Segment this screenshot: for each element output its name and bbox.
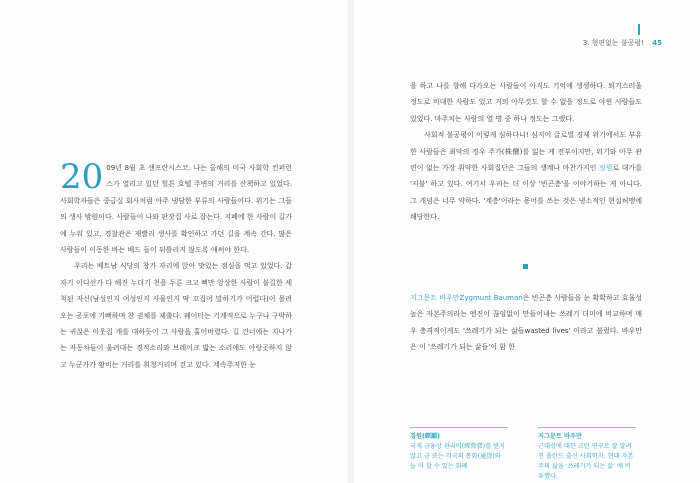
book-gutter xyxy=(348,0,354,483)
glossary-term: 지그문트 바우만Zygmunt Bauman xyxy=(410,294,523,302)
glossary-entry xyxy=(410,432,506,472)
paragraph xyxy=(410,290,642,356)
paragraph xyxy=(410,127,642,225)
paragraph-text: 사회적 불공평이 이렇게 심하다니! 심지어 글로벌 경제 위기에서도 부유한 사람들은 최악의 경우 주가(株價)를 잃는 게 전부이지만, 위기와 아무 관련이 없는 가장 취약한 사회집단은 그들의 생계나 마찬가지인 xyxy=(410,131,642,173)
running-header xyxy=(583,38,662,48)
left-page-body xyxy=(60,157,292,373)
drop-cap: 20 xyxy=(60,157,104,197)
paragraph-text: 09년 8월 초 샌프란시스코. 나는 올해의 미국 사회학 컨퍼런스가 열리고 있던 힐튼 호텔 주변의 거리를 산책하고 있었다. 사회학자들은 중급실 회사처럼 아주 냉담한 부류의 사람들이다. 위기는 그들의 생사 밖원이다. 사람들이 나와 판잣집 사로 잡는다. 지폐에 한 사람이 길가에 누워 있고, 경찰관은 재빨리 생사를 확인하고 가던 길을 계속 간다. 많은 사람들이 이동한 바는 베드 들이 뒤틀리지 않도록 애써야 한다. xyxy=(60,164,292,255)
glossary-text: 국제 금융상 관리비(經營費)를 받지 않고 금 또는 각국의 통화(通貨)와 늘 마 할 수 있는 화폐 xyxy=(410,443,506,470)
paragraph-text: 로 대가를 '지불' 하고 있다. 여기서 우리는 더 이상 '빈곤층'을 이야기하는 게 아니다. 그 개념은 너무 약하다. '계층'이라는 용어를 쓰는 것은 냉소적인 현실허맹에 해당한다. xyxy=(410,164,642,222)
glossary-rule xyxy=(538,427,636,428)
right-page-body-2 xyxy=(410,290,642,356)
chapter-title: 3. 형편없는 불공평! xyxy=(582,39,645,47)
glossary-rule xyxy=(410,427,508,428)
glossary-term: 정원 xyxy=(598,164,613,173)
paragraph: 을 하고 나를 향해 다가오는 사람들이 아직도 기억에 생생하다. 퇴기스러울 정도로 비대한 사람도 있고 거의 아무것도 할 수 없을 정도로 야윈 사람들도 있었다. 마주치는 사람의 열 명 중 하나 정도는 그랬다. xyxy=(410,82,642,123)
right-page-body xyxy=(410,78,642,226)
page-number: 45 xyxy=(652,39,662,47)
paragraph-text: 은 빈곤층 사람들을 눈 확확하고 효율성 높은 자본주의라는 엔진이 끊임없이 만들어내는 쓰레기 더미에 비교하며 매우 충격적이게도 '쓰레기가 되는 삶들wasted lives' 이라고 불렀다. 바우만은 이 '쓰레기가 되는 삶들'이 함 한 xyxy=(410,294,643,352)
header-accent-rule xyxy=(638,24,640,35)
glossary-title: 지그문트 바우만 xyxy=(538,433,582,440)
glossary-entry xyxy=(538,432,636,482)
glossary-text: 근대성에 대한 교란 연구로 잘 알려진 폴란드 출신 사회학자. 현대 자본주의 삶을 '쓰레기가 되는 삶' 에 비유했다. xyxy=(538,443,634,480)
paragraph: 우리는 베트남 식당의 창가 자리에 앉아 맛있는 점심을 먹고 있었다. 갑자기 이디선가 다 해진 누더기 천을 두른 크고 뻐만 앙상한 사람이 불길한 세척된 자신(남성인지 여성인지 사물인지 딱 꼬집어 말하기가 어렵다)이 몰려오는 공포에 기뻐하며 찬 권체를 제출다. 웨이터는 기계적으로 누구나 구박하는 귀찮은 이웃집 개를 대하듯이 그 사람을 홀어버렸다. 길 건너에는 지나가는 자동차들이 울려대는 경적소리와 브레이크 밟는 소리에도 아랑곳하지 않고 누군가가 황비는 거리를 휘청거리며 걷고 있다. 계속주저한 눈 xyxy=(60,262,292,369)
opening-paragraph xyxy=(60,157,292,258)
section-separator xyxy=(523,264,528,269)
glossary-title: 경원(經願) xyxy=(410,433,440,440)
